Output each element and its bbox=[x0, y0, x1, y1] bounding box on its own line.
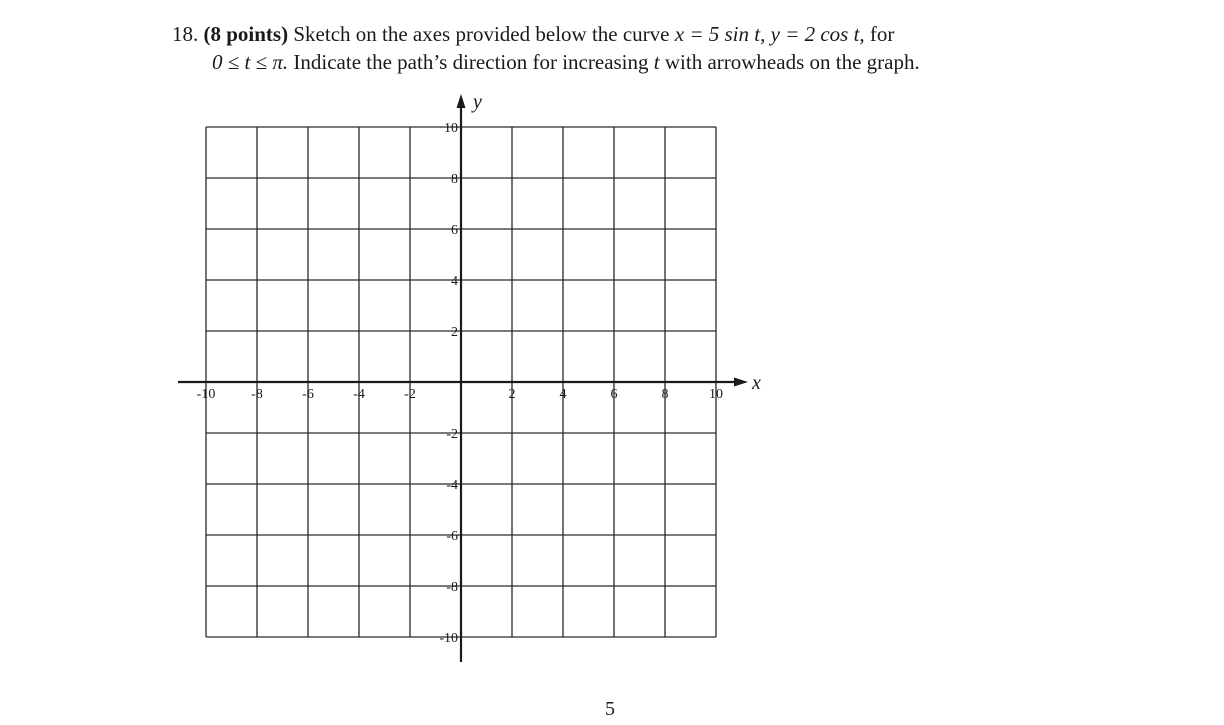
x-tick-label: 8 bbox=[661, 387, 669, 402]
y-tick-label: -6 bbox=[446, 529, 458, 544]
y-tick-label: 2 bbox=[451, 325, 458, 340]
problem-number: 18. bbox=[172, 22, 199, 46]
y-tick-label: 8 bbox=[451, 172, 458, 187]
x-tick-label: 6 bbox=[610, 387, 618, 402]
x-tick-labels bbox=[197, 387, 723, 402]
y-tick-label: 10 bbox=[444, 121, 458, 136]
x-tick-label: 4 bbox=[559, 387, 567, 402]
axes bbox=[178, 91, 761, 662]
x-tick-label: 10 bbox=[709, 387, 723, 402]
y-axis-arrowhead bbox=[457, 94, 466, 108]
y-tick-label: -10 bbox=[439, 631, 458, 646]
y-tick-labels bbox=[439, 121, 458, 646]
x-tick-label: -8 bbox=[251, 387, 263, 402]
problem-points: (8 points) bbox=[203, 22, 289, 46]
variable-t: t bbox=[653, 50, 660, 74]
x-tick-label: -2 bbox=[404, 387, 416, 402]
y-tick-label: 4 bbox=[451, 274, 458, 289]
equation-y: y = 2 cos t, bbox=[770, 22, 865, 46]
x-tick-label: -4 bbox=[353, 387, 365, 402]
equation-x: x = 5 sin t, bbox=[674, 22, 766, 46]
y-tick-label: 6 bbox=[451, 223, 458, 238]
page-number: 5 bbox=[605, 698, 615, 720]
problem-text-c: Indicate the path’s direction for increasing bbox=[288, 50, 654, 74]
y-tick-label: -4 bbox=[446, 478, 458, 493]
x-tick-label: -6 bbox=[302, 387, 314, 402]
problem-text-d: with arrowheads on the graph. bbox=[659, 50, 920, 74]
y-axis-label: y bbox=[473, 91, 482, 113]
y-tick-label: -2 bbox=[446, 427, 458, 442]
problem-text-b: for bbox=[864, 22, 895, 46]
x-axis-arrowhead bbox=[734, 378, 748, 387]
y-tick-label: -8 bbox=[446, 580, 458, 595]
x-tick-label: 2 bbox=[508, 387, 516, 402]
x-axis-label: x bbox=[752, 372, 761, 394]
parameter-range: 0 ≤ t ≤ π. bbox=[212, 50, 289, 74]
problem-text-a: Sketch on the axes provided below the curve bbox=[288, 22, 675, 46]
x-tick-label: -10 bbox=[196, 387, 216, 402]
